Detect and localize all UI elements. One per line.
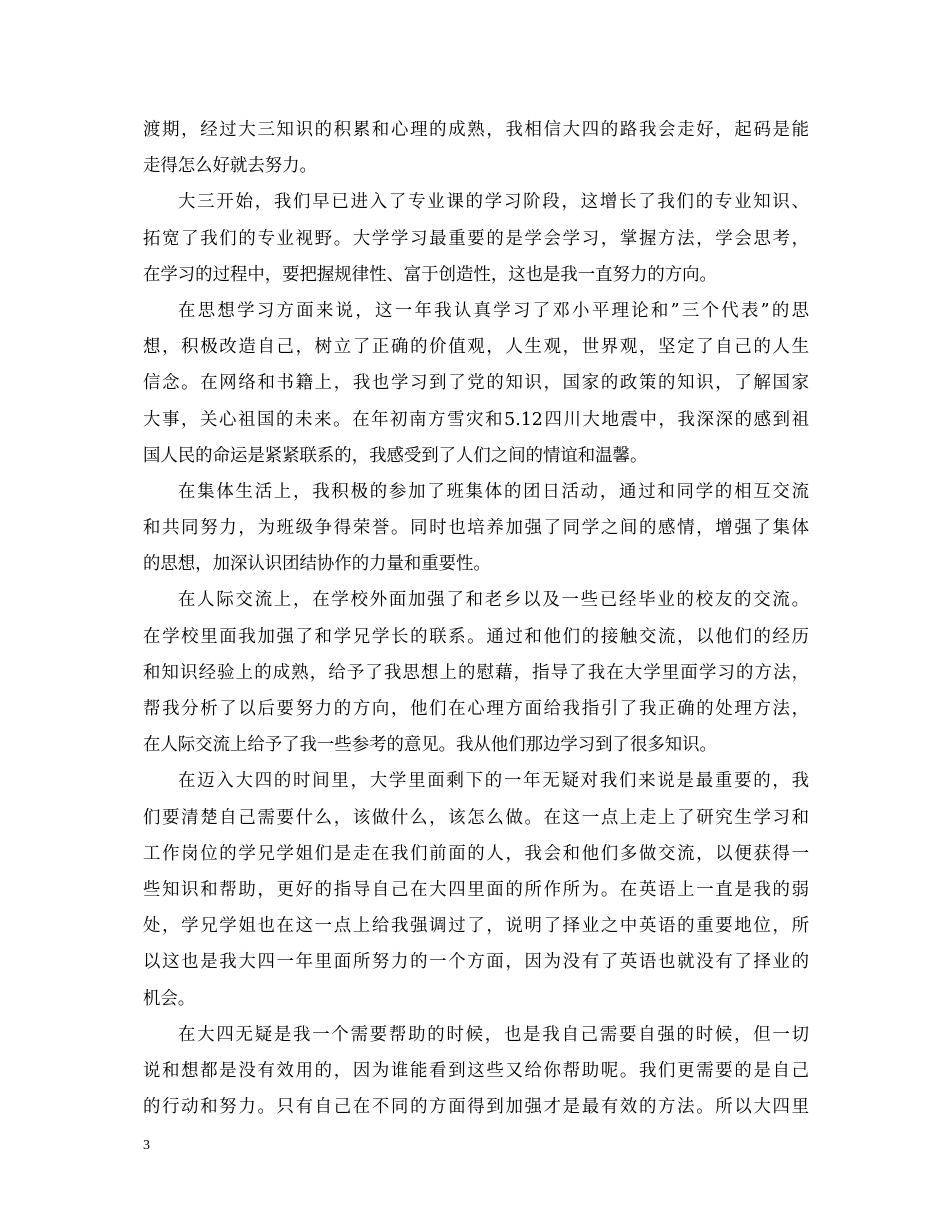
- text-line: 的行动和努力。只有自己在不同的方面得到加强才是最有效的方法。所以大四里: [143, 1097, 809, 1118]
- text-line: 信念。在网络和书籍上，我也学习到了党的知识，国家的政策的知识，了解国家: [143, 373, 809, 394]
- text-line: 们要清楚自己需要什么，该做什么，该怎么做。在这一点上走上了研究生学习和: [143, 807, 809, 828]
- document-body: [143, 112, 809, 1125]
- text-line: 在学习的过程中，要把握规律性、富于创造性，这也是我一直努力的方向。: [143, 264, 717, 285]
- text-line: 在迈入大四的时间里，大学里面剩下的一年无疑对我们来说是最重要的，我: [178, 771, 809, 792]
- text-line: 帮我分析了以后要努力的方向，他们在心理方面给我指引了我正确的处理方法，: [143, 699, 809, 719]
- text-line: 说和想都是没有效用的，因为谁能看到这些又给你帮助呢。我们更需要的是自己: [143, 1060, 809, 1081]
- text-line: 的思想，加深认识团结协作的力量和重要性。: [143, 554, 491, 575]
- text-line: 大事，关心祖国的未来。在年初南方雪灾和5.12四川大地震中，我深深的感到祖: [143, 409, 809, 430]
- text-line: 工作岗位的学兄学姐们是走在我们前面的人，我会和他们多做交流，以便获得一: [143, 843, 809, 864]
- text-line: 大三开始，我们早已进入了专业课的学习阶段，这增长了我们的专业知识、: [178, 192, 809, 213]
- text-line: 国人民的命运是紧紧联系的，我感受到了人们之间的情谊和温馨。: [143, 445, 648, 466]
- text-line: 以这也是我大四一年里面所努力的一个方面，因为没有了英语也就没有了择业的: [143, 952, 809, 973]
- text-line: 和共同努力，为班级争得荣誉。同时也培养加强了同学之间的感情，增强了集体: [143, 518, 809, 539]
- text-line: 在人际交流上，在学校外面加强了和老乡以及一些已经毕业的校友的交流。: [178, 590, 809, 611]
- text-line: 机会。: [143, 988, 196, 1009]
- text-line: 拓宽了我们的专业视野。大学学习最重要的是学会学习，掌握方法，学会思考，: [143, 228, 809, 249]
- text-line: 在思想学习方面来说，这一年我认真学习了邓小平理论和”三个代表”的思: [178, 300, 809, 321]
- text-line: 在大四无疑是我一个需要帮助的时候，也是我自己需要自强的时候，但一切: [178, 1024, 809, 1045]
- text-line: 在人际交流上给予了我一些参考的意见。我从他们那边学习到了很多知识。: [143, 735, 717, 756]
- text-line: 想，积极改造自己，树立了正确的价值观，人生观，世界观，坚定了自己的人生: [143, 337, 809, 358]
- text-line: 处，学兄学姐也在这一点上给我强调过了，说明了择业之中英语的重要地位，所: [143, 916, 809, 937]
- text-line: 在学校里面我加强了和学兄学长的联系。通过和他们的接触交流，以他们的经历: [143, 626, 809, 647]
- text-line: 和知识经验上的成熟，给予了我思想上的慰藉，指导了我在大学里面学习的方法，: [143, 662, 809, 683]
- text-line: 渡期，经过大三知识的积累和心理的成熟，我相信大四的路我会走好，起码是能: [143, 120, 809, 140]
- page-number: 3: [143, 1138, 150, 1153]
- text-line: 在集体生活上，我积极的参加了班集体的团日活动，通过和同学的相互交流: [178, 481, 809, 502]
- text-line: 走得怎么好就去努力。: [143, 156, 317, 177]
- text-line: 些知识和帮助，更好的指导自己在大四里面的所作所为。在英语上一直是我的弱: [143, 879, 809, 900]
